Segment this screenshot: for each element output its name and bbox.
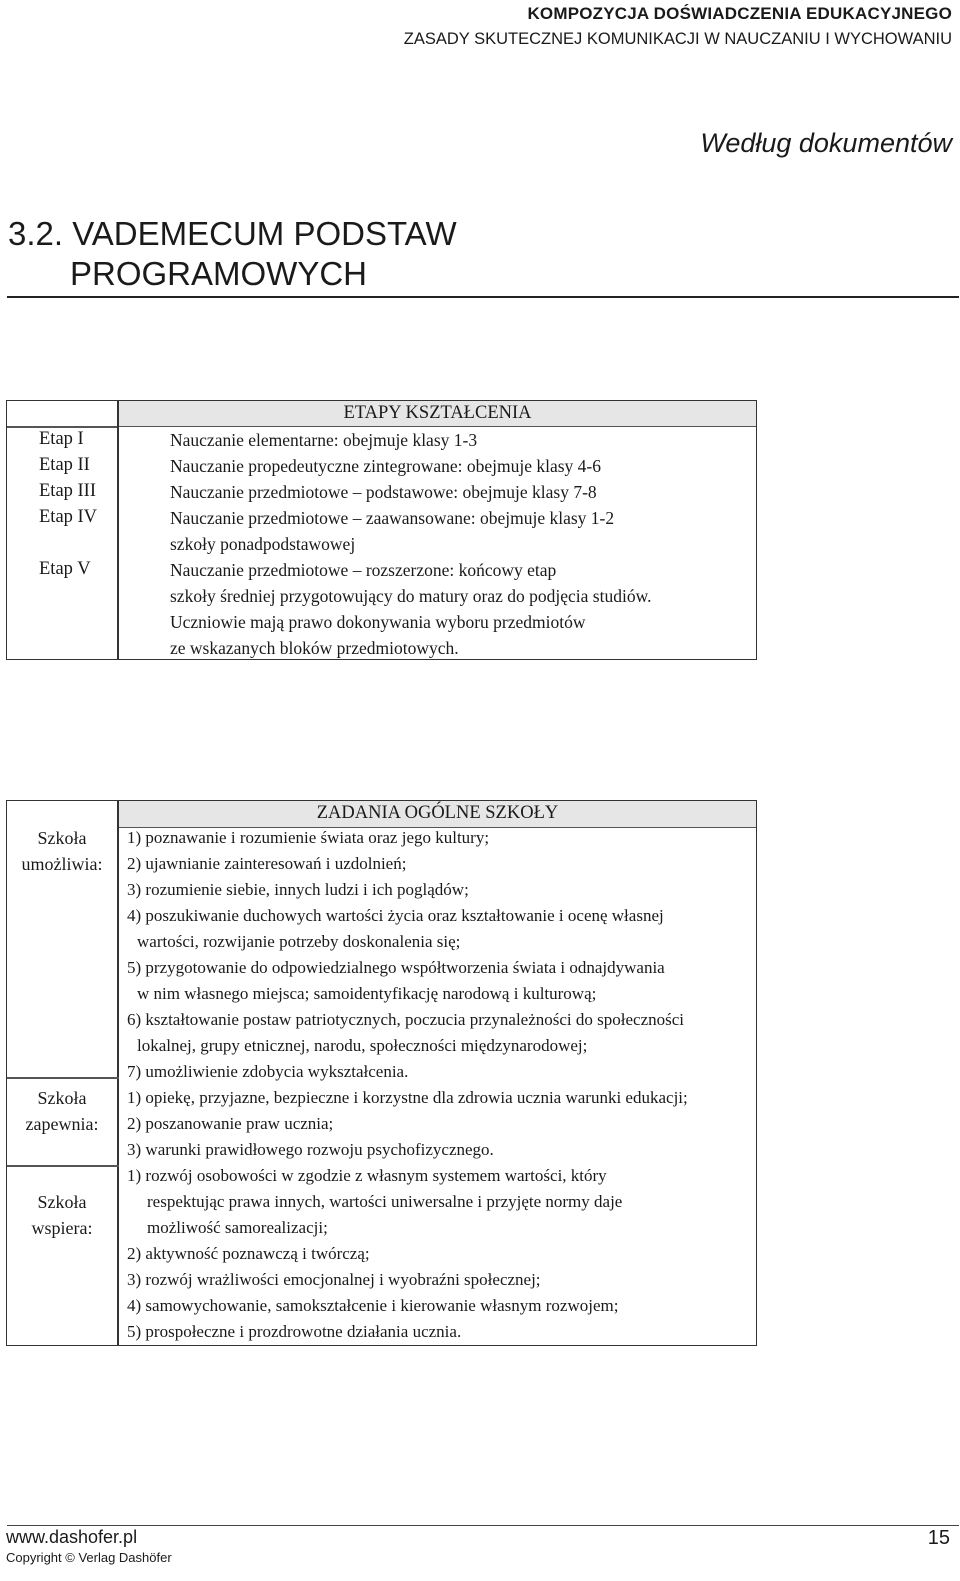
- footer-divider: [7, 1525, 959, 1526]
- group-label: [7, 1189, 117, 1241]
- group-label-line: umożliwia:: [21, 854, 103, 874]
- task-line: 1) opiekę, przyjazne, bezpieczne i korzystne dla zdrowia ucznia warunki edukacji;: [127, 1088, 688, 1107]
- stage-description: ze wskazanych bloków przedmiotowych.: [170, 638, 459, 658]
- task-line: 5) przygotowanie do odpowiedzialnego współtworzenia świata i odnajdywania: [127, 958, 665, 977]
- stages-table-header-rule: [7, 426, 119, 428]
- stage-label: Etap III: [39, 481, 97, 501]
- school-tasks-table-header: [119, 801, 756, 828]
- footer-website-link[interactable]: www.dashofer.pl: [6, 1527, 138, 1547]
- stage-label: Etap V: [39, 559, 91, 579]
- section-title: [8, 214, 457, 294]
- group-divider: [7, 1165, 119, 1167]
- task-line: 2) poszanowanie praw ucznia;: [127, 1114, 334, 1133]
- stage-label: Etap I: [39, 429, 84, 449]
- task-line: 2) ujawnianie zainteresowań i uzdolnień;: [127, 854, 407, 873]
- group-label: [7, 1085, 117, 1137]
- stage-label: Etap II: [39, 455, 90, 475]
- running-header-subtitle: ZASADY SKUTECZNEJ KOMUNIKACJI W NAUCZANIU I WYCHOWANIU: [403, 30, 952, 48]
- group-divider: [7, 1077, 119, 1079]
- title-divider: [7, 296, 959, 298]
- stage-description: Nauczanie propedeutyczne zintegrowane: obejmuje klasy 4-6: [170, 456, 601, 476]
- task-line: 1) poznawanie i rozumienie świata oraz jego kultury;: [127, 828, 490, 847]
- task-line: 3) rozumienie siebie, innych ludzi i ich poglądów;: [127, 880, 469, 899]
- task-line: 2) aktywność poznawczą i twórczą;: [127, 1244, 370, 1263]
- stages-table-heading: ETAPY KSZTAŁCENIA: [343, 403, 532, 423]
- task-line: 4) poszukiwanie duchowych wartości życia oraz kształtowanie i ocenę własnej: [127, 906, 664, 925]
- stage-description: Nauczanie przedmiotowe – podstawowe: obejmuje klasy 7-8: [170, 482, 597, 502]
- task-line: 5) prospołeczne i prozdrowotne działania ucznia.: [127, 1322, 462, 1341]
- stage-description: Nauczanie przedmiotowe – zaawansowane: obejmuje klasy 1-2: [170, 508, 615, 528]
- school-tasks-table-heading: ZADANIA OGÓLNE SZKOŁY: [316, 803, 559, 823]
- group-label-line: zapewnia:: [25, 1114, 99, 1134]
- footer-copyright: Copyright © Verlag Dashöfer: [6, 1550, 172, 1565]
- school-tasks-table: [6, 800, 757, 1346]
- stage-description: Nauczanie elementarne: obejmuje klasy 1-3: [170, 430, 478, 450]
- task-line: 6) kształtowanie postaw patriotycznych, poczucia przynależności do społeczności: [127, 1010, 685, 1029]
- task-line: respektując prawa innych, wartości uniwersalne i przyjęte normy daje: [147, 1192, 623, 1211]
- task-line: 7) umożliwienie zdobycia wykształcenia.: [127, 1062, 409, 1081]
- group-label-line: Szkoła: [37, 1192, 87, 1212]
- stages-table-column-divider: [117, 401, 119, 659]
- task-line: 4) samowychowanie, samokształcenie i kierowanie własnym rozwojem;: [127, 1296, 619, 1315]
- stage-description: Nauczanie przedmiotowe – rozszerzone: końcowy etap: [170, 560, 557, 580]
- task-line: w nim własnego miejsca; samoidentyfikację narodową i kulturową;: [137, 984, 597, 1003]
- task-line: 3) rozwój wrażliwości emocjonalnej i wyobraźni społecznej;: [127, 1270, 541, 1289]
- group-label-line: Szkoła: [37, 1088, 87, 1108]
- stages-table-header: [119, 401, 756, 427]
- section-title-line-1: 3.2. VADEMECUM PODSTAW: [8, 215, 457, 252]
- page-number: 15: [927, 1527, 950, 1549]
- section-title-line-2: PROGRAMOWYCH: [70, 255, 367, 292]
- running-header-title: KOMPOZYCJA DOŚWIADCZENIA EDUKACYJNEGO: [527, 4, 952, 23]
- task-line: 3) warunki prawidłowego rozwoju psychofizycznego.: [127, 1140, 494, 1159]
- group-label-line: wspiera:: [31, 1218, 93, 1238]
- task-line: 1) rozwój osobowości w zgodzie z własnym systemem wartości, który: [127, 1166, 607, 1185]
- stage-description: Uczniowie mają prawo dokonywania wyboru przedmiotów: [170, 612, 586, 632]
- school-tasks-column-divider: [117, 801, 119, 1345]
- task-line: lokalnej, grupy etnicznej, narodu, społeczności międzynarodowej;: [137, 1036, 588, 1055]
- stage-label: Etap IV: [39, 507, 98, 527]
- stage-description: szkoły średniej przygotowujący do matury oraz do podjęcia studiów.: [170, 586, 652, 606]
- task-line: wartości, rozwijanie potrzeby doskonalenia się;: [137, 932, 461, 951]
- group-label-line: Szkoła: [37, 828, 87, 848]
- group-label: [7, 825, 117, 877]
- task-line: możliwość samorealizacji;: [147, 1218, 328, 1237]
- section-note: Według dokumentów: [700, 128, 952, 158]
- stage-description: szkoły ponadpodstawowej: [170, 534, 356, 554]
- stages-table: [6, 400, 757, 660]
